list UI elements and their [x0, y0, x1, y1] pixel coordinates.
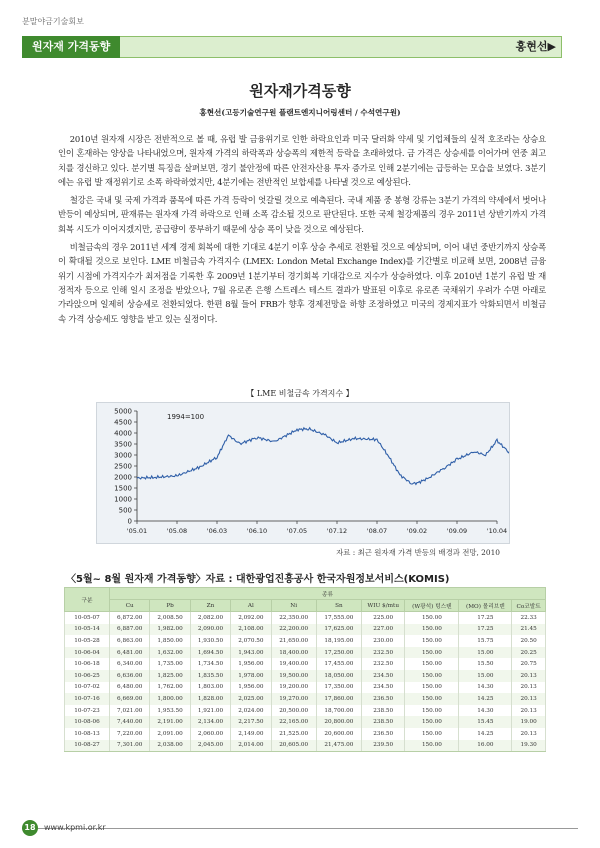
table-cell: 1,930.50 [190, 635, 230, 647]
table-cell: 20.13 [512, 670, 546, 682]
table-date-cell: 10-06-18 [65, 658, 110, 670]
table-cell: 22,200.00 [271, 624, 316, 636]
table-cell: 19.00 [512, 716, 546, 728]
table-cell: 1,956.00 [231, 682, 271, 694]
table-cell: 225.00 [362, 612, 405, 624]
table-cell: 2,092.00 [231, 612, 271, 624]
table-cell: 14.25 [459, 728, 512, 740]
table-cell: 20.50 [512, 635, 546, 647]
table-col-header: Zn [190, 600, 230, 612]
table-cell: 18,050.00 [316, 670, 361, 682]
table-date-cell: 10-05-28 [65, 635, 110, 647]
x-tick-label: '05.08 [166, 527, 188, 535]
table-row [65, 740, 546, 752]
table-cell: 20,600.00 [316, 728, 361, 740]
table-cell: 1,828.00 [190, 693, 230, 705]
table-cell: 1,632.00 [150, 647, 190, 659]
x-tick-label: '06.10 [246, 527, 268, 535]
table-col-header: (W광석) 텅스텐 [405, 600, 459, 612]
table-cell: 20,800.00 [316, 716, 361, 728]
table-cell: 1,694.50 [190, 647, 230, 659]
plot-area [97, 403, 509, 543]
publication-name: 분말야금기술회보 [22, 17, 84, 26]
table-cell: 2,045.00 [190, 740, 230, 752]
table-cell: 19.30 [512, 740, 546, 752]
table-cell: 234.50 [362, 682, 405, 694]
table-cell: 232.50 [362, 647, 405, 659]
table-cell: 150.00 [405, 647, 459, 659]
table-cell: 2,149.00 [231, 728, 271, 740]
table-date-cell: 10-08-13 [65, 728, 110, 740]
table-cell: 6,340.00 [110, 658, 150, 670]
table-cell: 1,953.50 [150, 705, 190, 717]
table-cell: 1,835.50 [190, 670, 230, 682]
table-cell: 2,008.50 [150, 612, 190, 624]
table-row [65, 658, 546, 670]
table-group-label: 종류 [110, 588, 546, 600]
table-cell: 14.25 [459, 693, 512, 705]
table-cell: 15.00 [459, 670, 512, 682]
y-tick-label: 5000 [114, 407, 132, 416]
table-cell: 1,800.00 [150, 693, 190, 705]
table-cell: 150.00 [405, 682, 459, 694]
table-row [65, 705, 546, 717]
table-cell: 238.50 [362, 705, 405, 717]
table-cell: 18,400.00 [271, 647, 316, 659]
y-tick-label: 2000 [114, 473, 132, 482]
table-row [65, 624, 546, 636]
price-table [64, 587, 546, 752]
table-cell: 18,700.00 [316, 705, 361, 717]
website-link[interactable]: www.kpmi.or.kr [44, 823, 106, 832]
table-cell: 1,956.00 [231, 658, 271, 670]
table-cell: 20.13 [512, 682, 546, 694]
table-row [65, 647, 546, 659]
paragraph: 비철금속의 경우 2011년 세계 경제 회복에 대한 기대로 4분기 이후 상승 추세로 전환될 것으로 예상되며, 이어 내년 중반기까지 상승폭이 확대될 것으로 보인다. LME 비철금속 가격지수 (LMEX: London Metal Exchange Index)를 기간별로 비교해 보면, 2008년 금융위기 시점에 가격지수가 최저점을 기록한 후 2009년 1분기부터 경기회복 기대감으로 지수가 상승하였다. 이후 2010년 1분기 유럽 발 재정적자 등으로 인해 일시 조정을 받았으나, 7월 유로존 은행 스트레스 테스트 결과가 발표된 이후로 유로존 국채위기 우려가 수면 아래로 가라앉으며 일제히 상승세로 전환되었다. 한편 8월 들어 FRB가 향후 경제전망을 하향 조정하였고 미국의 경제지표가 악화되면서 비철금속 가격 상승세도 영향을 받고 있는 실정이다. [58, 242, 546, 324]
table-col-header: (MO) 몰리브덴 [459, 600, 512, 612]
table-cell: 2,108.00 [231, 624, 271, 636]
table-cell: 2,090.00 [190, 624, 230, 636]
table-cell: 15.00 [459, 647, 512, 659]
table-col-header: Al [231, 600, 271, 612]
table-cell: 2,025.00 [231, 693, 271, 705]
y-tick-label: 2500 [114, 462, 132, 471]
x-tick-label: '09.09 [446, 527, 468, 535]
table-cell: 7,220.00 [110, 728, 150, 740]
table-cell: 1,825.00 [150, 670, 190, 682]
y-tick-label: 4000 [114, 429, 132, 438]
table-cell: 1,921.00 [190, 705, 230, 717]
table-cell: 15.75 [459, 635, 512, 647]
y-tick-label: 500 [118, 506, 132, 515]
y-tick-label: 1000 [114, 495, 132, 504]
table-cell: 150.00 [405, 693, 459, 705]
table-cell: 236.50 [362, 728, 405, 740]
x-tick-label: '09.02 [406, 527, 428, 535]
table-cell: 14.30 [459, 705, 512, 717]
table-cell: 22.33 [512, 612, 546, 624]
y-tick-label: 4500 [114, 418, 132, 427]
table-row [65, 728, 546, 740]
y-tick-label: 3500 [114, 440, 132, 449]
table-cell: 22,350.00 [271, 612, 316, 624]
lmex-line-chart [97, 403, 509, 543]
table-cell: 2,070.50 [231, 635, 271, 647]
table-cell: 21,475.00 [316, 740, 361, 752]
table-cell: 230.00 [362, 635, 405, 647]
paragraph: 2010년 원자재 시장은 전반적으로 볼 때, 유럽 발 금융위기로 인한 하락요인과 미국 달러화 약세 및 기업체들의 실적 호조라는 상승요인이 혼재하는 양상을 나타내었으며, 원자재 가격의 하락폭과 상승폭의 제한적 등락을 초래하였다. 금 가격은 상승세를 이어가며 연중 최고치를 경신하고 있다. 분기별 특징을 살펴보면, 경기 불안정에 따른 안전자산용 투자 증가로 인해 2분기에는 급등하는 모습을 보였다. 3분기에는 유럽 발 재정위기로 소폭 하락하였지만, 4분기에는 전반적인 보합세를 나타낼 것으로 예상된다. [58, 134, 546, 187]
table-row [65, 612, 546, 624]
table-cell: 20,605.00 [271, 740, 316, 752]
table-row [65, 635, 546, 647]
article-body [58, 132, 546, 330]
table-cell: 6,480.00 [110, 682, 150, 694]
table-date-cell: 10-05-14 [65, 624, 110, 636]
table-cell: 1,943.00 [231, 647, 271, 659]
table-cell: 6,863.00 [110, 635, 150, 647]
table-cell: 227.00 [362, 624, 405, 636]
y-tick-label: 1500 [114, 484, 132, 493]
table-col-header: Pb [150, 600, 190, 612]
x-tick-label: '07.12 [326, 527, 348, 535]
table-cell: 19,270.00 [271, 693, 316, 705]
table-cell: 239.50 [362, 740, 405, 752]
table-cell: 21,525.00 [271, 728, 316, 740]
article-title: 원자재가격동향 [249, 82, 351, 100]
table-cell: 1,803.00 [190, 682, 230, 694]
table-date-cell: 10-08-06 [65, 716, 110, 728]
paragraph: 철강은 국내 및 국제 가격과 품목에 따른 가격 등락이 엇갈릴 것으로 예측된다. 국내 제품 중 봉형 강류는 3분기 가격의 약세에서 벗어나 반등이 예상되며, 판재류는 원자재 가격 하락으로 인해 소폭 감소될 것으로 판단된다. 또한 국제 철강제품의 경우 2011년 상반기까지 가격 회복 시도가 이어지겠지만, 공급량이 풍부하기 때문에 상승 폭이 낮을 것으로 예상된다. [58, 195, 546, 234]
section-title: 원자재 가격동향 [22, 36, 120, 58]
page-number: 18 [22, 820, 38, 836]
table-title: 〈5월~ 8월 원자재 가격동향〉자료 : 대한광업진흥공사 한국자원정보서비스(KOMIS) [66, 574, 450, 585]
table-cell: 6,636.00 [110, 670, 150, 682]
article-byline: 홍현선(고등기술연구원 플랜트엔지니어링센터 / 수석연구원) [199, 108, 401, 117]
table-col-group: 구분 [65, 588, 110, 612]
table-date-cell: 10-05-07 [65, 612, 110, 624]
table-cell: 150.00 [405, 705, 459, 717]
table-cell: 150.00 [405, 658, 459, 670]
table-cell: 2,024.00 [231, 705, 271, 717]
table-cell: 150.00 [405, 612, 459, 624]
table-row [65, 682, 546, 694]
table-cell: 2,038.00 [150, 740, 190, 752]
table-cell: 7,021.00 [110, 705, 150, 717]
table-cell: 2,082.00 [190, 612, 230, 624]
table-col-header: Co코발트 [512, 600, 546, 612]
table-cell: 6,872.00 [110, 612, 150, 624]
table-date-cell: 10-07-23 [65, 705, 110, 717]
table-cell: 19,500.00 [271, 670, 316, 682]
table-col-header: Cu [110, 600, 150, 612]
table-col-header: Sn [316, 600, 361, 612]
y-tick-label: 0 [127, 517, 132, 526]
table-col-header: Ni [271, 600, 316, 612]
table-cell: 238.50 [362, 716, 405, 728]
table-row [65, 693, 546, 705]
x-tick-label: '07.05 [286, 527, 308, 535]
table-cell: 150.00 [405, 670, 459, 682]
table-cell: 20.13 [512, 693, 546, 705]
chart-source: 자료 : 최근 원자재 가격 반등의 배경과 전망, 2010 [336, 548, 500, 557]
table-cell: 1,850.00 [150, 635, 190, 647]
table-date-cell: 10-08-27 [65, 740, 110, 752]
table-cell: 19,200.00 [271, 682, 316, 694]
table-cell: 150.00 [405, 716, 459, 728]
table-cell: 20.13 [512, 705, 546, 717]
table-cell: 6,887.00 [110, 624, 150, 636]
table-cell: 17,455.00 [316, 658, 361, 670]
table-cell: 1,734.50 [190, 658, 230, 670]
table-cell: 21.45 [512, 624, 546, 636]
table-cell: 19,400.00 [271, 658, 316, 670]
table-cell: 7,440.00 [110, 716, 150, 728]
table-cell: 1,762.00 [150, 682, 190, 694]
table-cell: 7,301.00 [110, 740, 150, 752]
table-cell: 2,217.50 [231, 716, 271, 728]
table-cell: 17,860.00 [316, 693, 361, 705]
table-cell: 15.50 [459, 658, 512, 670]
table-date-cell: 10-07-02 [65, 682, 110, 694]
table-cell: 1,735.00 [150, 658, 190, 670]
x-tick-label: '05.01 [126, 527, 148, 535]
x-tick-label: '10.04 [486, 527, 508, 535]
x-tick-label: '08.07 [366, 527, 388, 535]
table-cell: 21,650.00 [271, 635, 316, 647]
chart-title: 【 LME 비철금속 가격지수 】 [246, 389, 354, 398]
table-cell: 234.50 [362, 670, 405, 682]
table-cell: 17,350.00 [316, 682, 361, 694]
table-cell: 20.25 [512, 647, 546, 659]
table-cell: 150.00 [405, 624, 459, 636]
table-date-cell: 10-06-04 [65, 647, 110, 659]
table-cell: 22,165.00 [271, 716, 316, 728]
table-cell: 17.25 [459, 624, 512, 636]
table-cell: 236.50 [362, 693, 405, 705]
table-cell: 2,091.00 [150, 728, 190, 740]
table-row [65, 670, 546, 682]
table-cell: 2,191.00 [150, 716, 190, 728]
table-cell: 16.00 [459, 740, 512, 752]
table-col-header: WIU $/mtu [362, 600, 405, 612]
table-cell: 14.30 [459, 682, 512, 694]
table-cell: 1,978.00 [231, 670, 271, 682]
y-tick-label: 3000 [114, 451, 132, 460]
table-date-cell: 10-06-25 [65, 670, 110, 682]
table-cell: 150.00 [405, 728, 459, 740]
chart-panel [96, 402, 510, 544]
table-row [65, 716, 546, 728]
table-cell: 17.25 [459, 612, 512, 624]
table-cell: 17,625.00 [316, 624, 361, 636]
table-cell: 2,060.00 [190, 728, 230, 740]
table-cell: 150.00 [405, 635, 459, 647]
table-cell: 17,250.00 [316, 647, 361, 659]
table-cell: 17,555.00 [316, 612, 361, 624]
table-date-cell: 10-07-16 [65, 693, 110, 705]
table-cell: 18,195.00 [316, 635, 361, 647]
chart-annotation: 1994=100 [167, 413, 205, 421]
table-cell: 150.00 [405, 740, 459, 752]
table-cell: 2,014.00 [231, 740, 271, 752]
table-cell: 2,134.00 [190, 716, 230, 728]
table-cell: 6,669.00 [110, 693, 150, 705]
table-cell: 20.75 [512, 658, 546, 670]
table-cell: 6,481.00 [110, 647, 150, 659]
table-cell: 20,500.00 [271, 705, 316, 717]
table-cell: 15.45 [459, 716, 512, 728]
x-tick-label: '06.03 [206, 527, 228, 535]
table-cell: 20.13 [512, 728, 546, 740]
table-cell: 232.50 [362, 658, 405, 670]
section-author: 홍현선▶ [515, 40, 556, 53]
table-cell: 1,982.00 [150, 624, 190, 636]
